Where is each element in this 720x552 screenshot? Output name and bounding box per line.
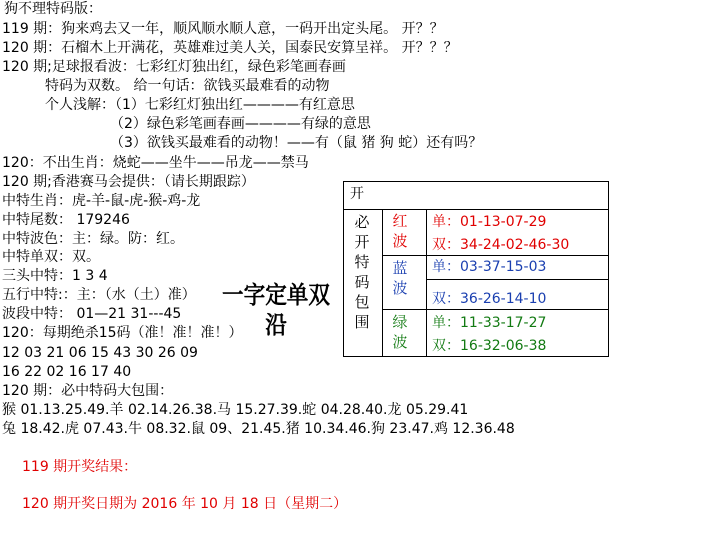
draw-date-120: 120 期开奖日期为 2016 年 10 月 18 日（星期二） [22,496,348,512]
prediction-119: 119 期：狗来鸡去又一年，顺风顺水顺人意，一码开出定头尾。 开？？ [2,21,444,37]
red-wave-label: 红 波 [392,212,408,250]
table-divider [382,209,383,356]
package-line-1: 猴 01.13.25.49.羊 02.14.26.38.马 15.27.39.蛇 04.28.40.龙 05.29.41 [2,402,469,418]
numbers-line-2: 16 22 02 16 17 40 [2,364,132,380]
red-single: 单：01-13-07-29 [432,214,547,230]
prediction-120: 120 期：石榴木上开满花，英雄难过美人关，国泰民安算呈祥。 开？？？ [2,40,458,56]
green-single: 单：11-33-17-27 [432,315,547,331]
zodiac-line: 中特生肖：虎-羊-鼠-虎-猴-鸡-龙 [2,193,201,209]
green-double: 双：16-32-06-38 [432,338,547,354]
slogan-line-1: 一字定单双 [222,280,330,309]
not-out-zodiac: 120：不出生肖：烧蛇——坐牛——吊龙——禁马 [2,155,309,171]
red-double: 双：34-24-02-46-30 [432,237,570,253]
color-wave-table [343,181,609,357]
page-title: 狗不理特码版： [4,1,102,17]
table-header: 开 [350,186,364,202]
wave-line: 中特波色：主：绿。防：红。 [2,231,184,247]
package-line-2: 兔 18.42.虎 07.43.牛 08.32.鼠 09、21.45.猪 10.34.46.狗 23.47.鸡 12.36.48 [2,421,515,437]
blue-double: 双：36-26-14-10 [432,291,547,307]
five-elements-line: 五行中特:：主：（水（土）准） [2,287,196,303]
table-divider [344,209,608,210]
slogan-line-2: 沿 [265,310,287,339]
riddle-intro: 120 期;足球报看波：七彩红灯独出红，绿色彩笔画春画 [2,59,346,75]
table-divider [382,255,608,256]
hk-provide: 120 期;香港赛马会提供：（请长期跟踪） [2,174,255,190]
explain-1: 个人浅解：（1）七彩红灯独出红————有红意思 [45,97,355,113]
explain-2: （2）绿色彩笔画春画————有绿的意思 [110,116,371,132]
blue-wave-label: 蓝 波 [392,259,408,297]
table-divider [426,279,608,280]
blue-single: 单：03-37-15-03 [432,259,547,275]
wave-segment-line: 波段中特： 01—21 31---45 [2,306,182,322]
table-divider [382,309,608,310]
package-title: 120 期：必中特码大包围： [2,383,174,399]
must-open-label: 必 开 特 码 包 围 [354,213,370,331]
numbers-line-1: 12 03 21 06 15 43 30 26 09 [2,345,198,361]
three-head-line: 三头中特：1 3 4 [2,268,108,284]
green-wave-label: 绿 波 [392,313,408,351]
tail-line: 中特尾数： 179246 [2,212,130,228]
single-double-line: 中特单双：双。 [2,249,100,265]
table-divider [426,209,427,356]
result-119: 119 期开奖结果： [22,459,138,475]
slogan [222,280,330,340]
riddle-hint: 特码为双数。 给一句话：欲钱买最难看的动物 [45,78,330,94]
explain-3: （3）欲钱买最难看的动物！——有（鼠 猪 狗 蛇）还有吗？ [110,135,483,151]
kill15-line: 120：每期绝杀15码（准！准！准！） [2,325,243,341]
